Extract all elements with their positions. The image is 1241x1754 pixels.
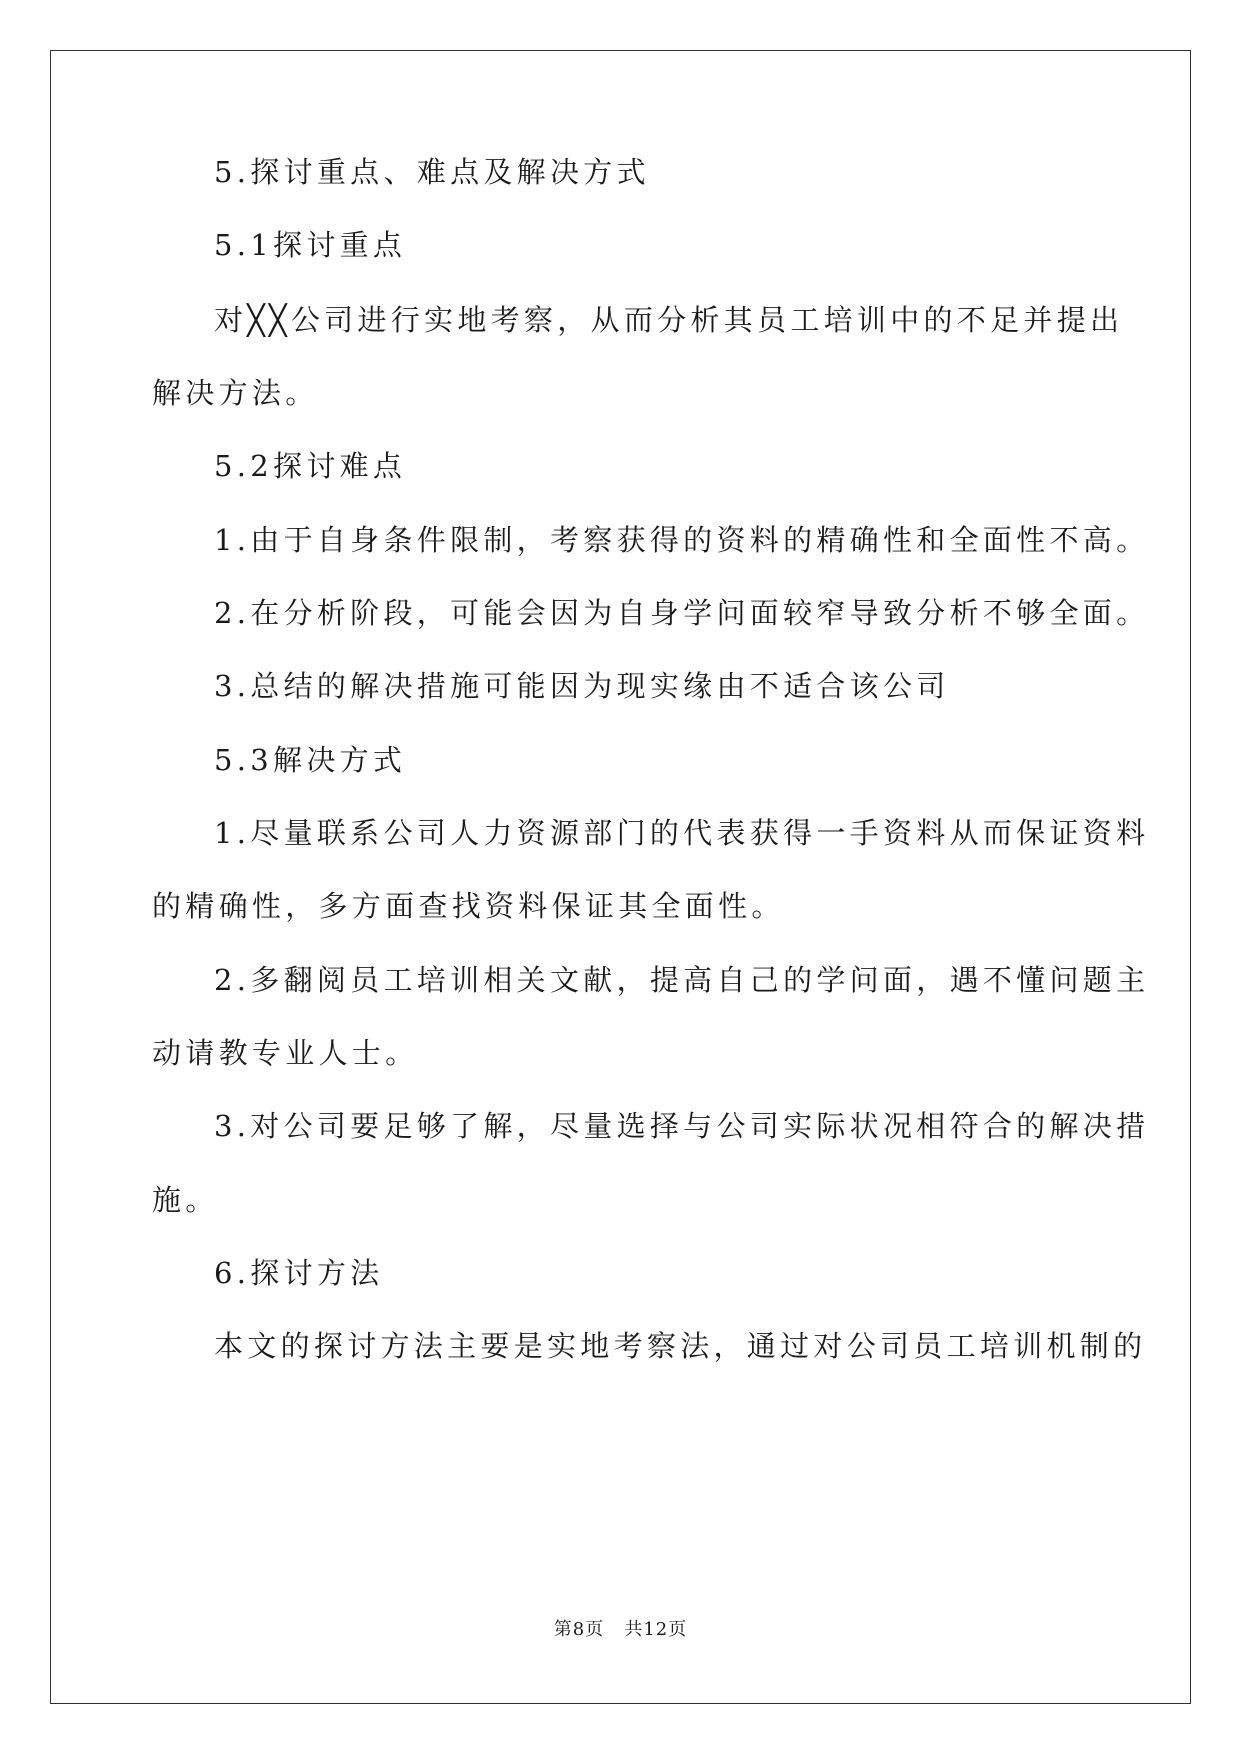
section-heading-5: 5.探讨重点、难点及解决方式 [214,155,650,189]
paragraph-line: 对╳╳公司进行实地考察，从而分析其员工培训中的不足并提出 [214,303,1124,337]
total-prefix: 共 [624,1619,644,1640]
list-item-continuation: 施。 [152,1183,219,1217]
list-item: 2.多翻阅员工培训相关文献，提高自己的学问面，遇不懂问题主 [214,963,1150,997]
list-item-continuation: 的精确性，多方面查找资料保证其全面性。 [152,889,785,923]
page-number: 8 [572,1619,586,1640]
paragraph-line: 本文的探讨方法主要是实地考察法，通过对公司员工培训机制的 [214,1329,1147,1363]
page-footer [0,1618,1241,1642]
list-item: 1.由于自身条件限制，考察获得的资料的精确性和全面性不高。 [214,523,1150,557]
paragraph-line: 解决方法。 [152,376,319,410]
subheading-5-1: 5.1探讨重点 [214,228,407,262]
page-border [50,50,1191,1704]
page-prefix: 第 [553,1619,573,1640]
section-heading-6: 6.探讨方法 [214,1256,384,1290]
page-suffix: 页 [585,1619,605,1640]
list-item: 3.总结的解决措施可能因为现实缘由不适合该公司 [214,669,950,703]
list-item-continuation: 动请教专业人士。 [152,1036,419,1070]
subheading-5-3: 5.3解决方式 [214,743,407,777]
list-item: 1.尽量联系公司人力资源部门的代表获得一手资料从而保证资料 [214,816,1150,850]
subheading-5-2: 5.2探讨难点 [214,449,407,483]
total-suffix: 页 [668,1619,688,1640]
total-pages: 12 [643,1619,669,1640]
list-item: 3.对公司要足够了解，尽量选择与公司实际状况相符合的解决措 [214,1109,1150,1143]
list-item: 2.在分析阶段，可能会因为自身学问面较窄导致分析不够全面。 [214,596,1150,630]
